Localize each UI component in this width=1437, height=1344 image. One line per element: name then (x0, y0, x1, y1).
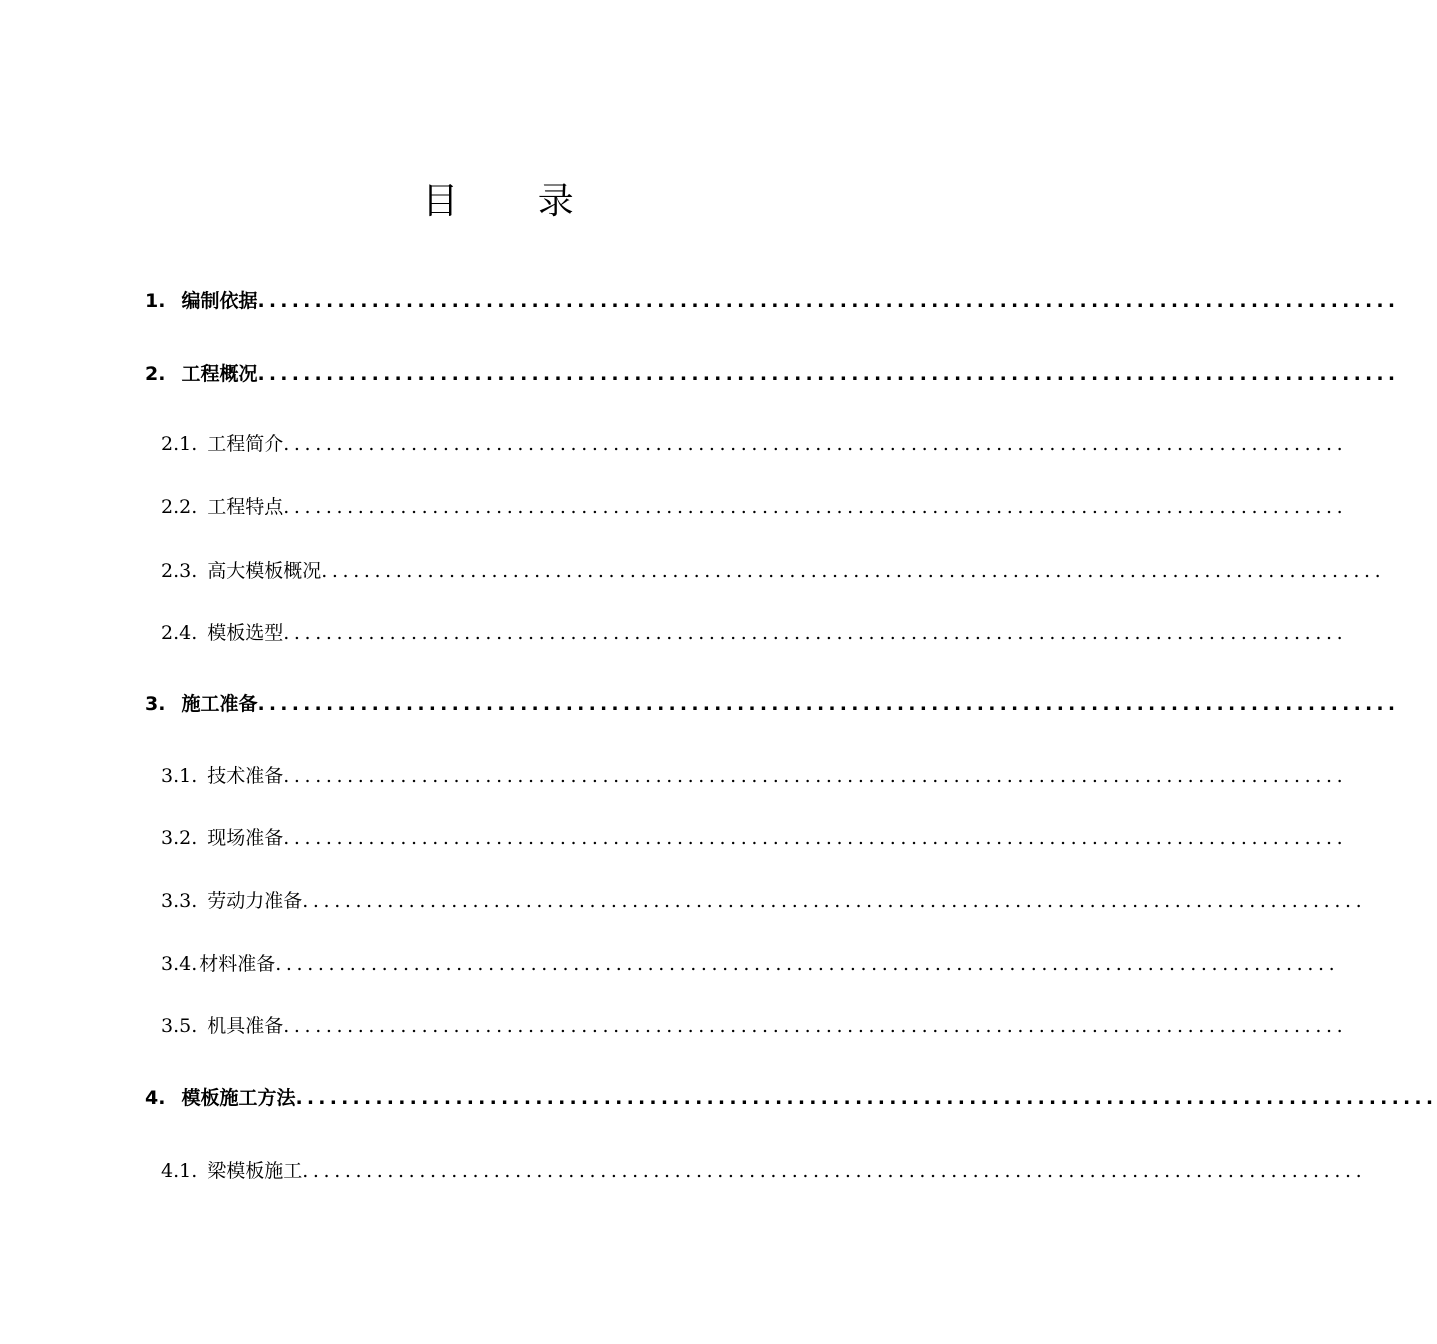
toc-label: 模板选型 (207, 622, 284, 644)
toc-label: 技术准备 (207, 765, 284, 787)
toc-label: 工程概况 (181, 363, 258, 385)
toc-label: 施工准备 (181, 693, 258, 715)
toc-leader-dots: .................................................................................................... (302, 1160, 1367, 1182)
toc-leader-dots: .................................................................................................... (321, 560, 1386, 582)
toc-leader-dots: .................................................................................................... (257, 693, 1400, 715)
toc-entry-2-3[interactable] (161, 556, 1386, 586)
toc-number: 3.4. (161, 953, 198, 975)
toc-number: 3.5. (161, 1015, 198, 1037)
toc-leader-dots: .................................................................................................... (283, 827, 1348, 849)
toc-label: 梁模板施工 (207, 1160, 303, 1182)
toc-entry-4[interactable] (145, 1083, 1437, 1113)
toc-label: 编制依据 (181, 290, 258, 312)
toc-leader-dots: .................................................................................................... (283, 622, 1348, 644)
toc-leader-dots: .................................................................................................... (283, 765, 1348, 787)
toc-number: 3.1. (161, 765, 198, 787)
toc-number: 3. (145, 693, 166, 715)
toc-leader-dots: .................................................................................................... (275, 953, 1340, 975)
toc-label: 现场准备 (207, 827, 284, 849)
toc-number: 3.2. (161, 827, 198, 849)
toc-entry-3-4[interactable] (161, 949, 1340, 979)
toc-entry-3-2[interactable] (161, 823, 1348, 853)
toc-entry-2-1[interactable] (161, 429, 1348, 459)
toc-number: 1. (145, 290, 166, 312)
toc-leader-dots: .................................................................................................... (302, 890, 1367, 912)
toc-number: 3.3. (161, 890, 198, 912)
toc-label: 高大模板概况 (207, 560, 322, 582)
toc-entry-2-4[interactable] (161, 618, 1348, 648)
toc-entry-3-3[interactable] (161, 886, 1367, 916)
toc-number: 4. (145, 1087, 166, 1109)
toc-number: 2.1. (161, 433, 198, 455)
toc-entry-2[interactable] (145, 359, 1400, 389)
toc-label: 工程简介 (207, 433, 284, 455)
toc-label: 机具准备 (207, 1015, 284, 1037)
toc-leader-dots: .................................................................................................... (283, 433, 1348, 455)
toc-label: 劳动力准备 (207, 890, 303, 912)
toc-label: 工程特点 (207, 496, 284, 518)
toc-leader-dots: .................................................................................................... (283, 1015, 1348, 1037)
toc-number: 2. (145, 363, 166, 385)
toc-leader-dots: .................................................................................................... (283, 496, 1348, 518)
toc-entry-2-2[interactable] (161, 492, 1348, 522)
toc-entry-3-1[interactable] (161, 761, 1348, 791)
toc-leader-dots: .................................................................................................... (257, 363, 1400, 385)
toc-entry-4-1[interactable] (161, 1156, 1367, 1186)
toc-label: 材料准备 (199, 953, 276, 975)
toc-entry-3-5[interactable] (161, 1011, 1348, 1041)
toc-number: 4.1. (161, 1160, 198, 1182)
toc-number: 2.2. (161, 496, 198, 518)
toc-leader-dots: .................................................................................................... (257, 290, 1400, 312)
toc-label: 模板施工方法 (181, 1087, 296, 1109)
toc-number: 2.3. (161, 560, 198, 582)
toc-entry-1[interactable] (145, 286, 1400, 316)
page-title: 目 录 (422, 181, 608, 222)
toc-entry-3[interactable] (145, 689, 1400, 719)
toc-number: 2.4. (161, 622, 198, 644)
toc-leader-dots: .................................................................................................... (295, 1087, 1437, 1109)
